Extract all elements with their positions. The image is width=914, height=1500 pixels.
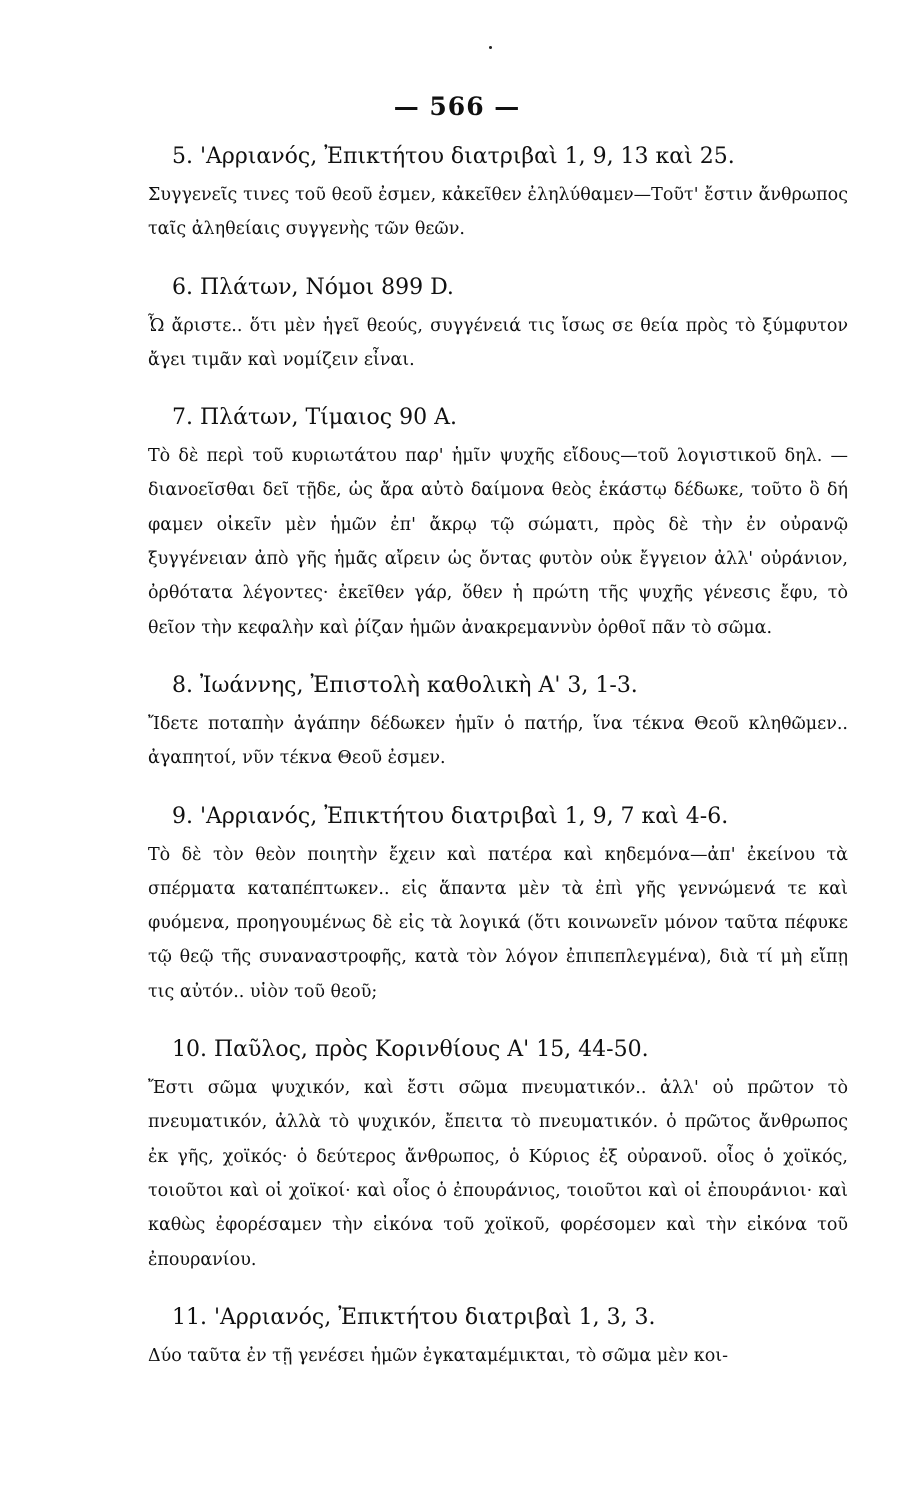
- section-text: Ἴδετε ποταπὴν ἀγάπην δέδωκεν ἡμῖν ὁ πατήρ, ἵνα τέκνα Θεοῦ κληθῶμεν.. ἀγαπητοί, νῦν τέκνα Θεοῦ ἐσμεν.: [148, 713, 848, 769]
- section-heading: 10. Παῦλος, πρὸς Κορινθίους Α' 15, 44-50.: [172, 1037, 649, 1063]
- section-heading: 7. Πλάτων, Τίμαιος 90 A.: [172, 405, 457, 431]
- section-text: Ἔστι σῶμα ψυχικόν, καὶ ἔστι σῶμα πνευματικόν.. ἀλλ' οὐ πρῶτον τὸ πνευματικόν, ἀλλὰ τὸ ψυχικόν, ἔπειτα τὸ πνευματικόν. ὁ πρῶτος ἄνθρωπος ἐκ γῆς, χοϊκός· ὁ δεύτερος ἄνθρωπος, ὁ Κύριος ἐξ οὐρανοῦ. οἷος ὁ χοϊκός, τοιοῦτοι καὶ οἱ χοϊκοί· καὶ οἷος ὁ ἐπουράνιος, τοιοῦτοι καὶ οἱ ἐπουράνιοι· καὶ καθὼς ἐφορέσαμεν τὴν εἰκόνα τοῦ χοϊκοῦ, φορέσομεν καὶ τὴν εἰκόνα τοῦ ἐπουρανίου.: [148, 1078, 848, 1270]
- page-body: [148, 140, 848, 1397]
- section-heading: 5. 'Αρριανός, Ἐπικτήτου διατριβαὶ 1, 9, 13 καὶ 25.: [172, 144, 735, 169]
- ink-speck: [489, 46, 492, 49]
- section-11: [148, 1301, 848, 1373]
- section-heading: 6. Πλάτων, Νόμοι 899 D.: [172, 274, 454, 300]
- section-heading: 8. Ἰωάννης, Ἐπιστολὴ καθολικὴ Α' 3, 1-3.: [172, 672, 638, 698]
- page-number: — 566 —: [393, 92, 521, 121]
- section-10: [148, 1033, 848, 1277]
- section-text: Ὦ ἄριστε.. ὅτι μὲν ἡγεῖ θεούς, συγγένειά τις ἴσως σε θεία πρὸς τὸ ξύμφυτον ἄγει τιμᾶν καὶ νομίζειν εἶναι.: [148, 315, 848, 370]
- section-7: [148, 401, 848, 645]
- section-9: [148, 800, 848, 1009]
- section-text: Τὸ δὲ τὸν θεὸν ποιητὴν ἔχειν καὶ πατέρα καὶ κηδεμόνα—ἀπ' ἐκείνου τὰ σπέρματα καταπέπτωκεν.. εἰς ἅπαντα μὲν τὰ ἐπὶ γῆς γεννώμενά τε καὶ φυόμενα, προηγουμένως δὲ εἰς τὰ λογικά (ὅτι κοινωνεῖν μόνον ταῦτα πέφυκε τῷ θεῷ τῆς συναναστροφῆς, κατὰ τὸν λόγον ἐπιπεπλεγμένα), διὰ τί μὴ εἴπῃ τις αὐτόν.. υἱὸν τοῦ θεοῦ;: [148, 844, 848, 1002]
- section-heading: 9. 'Αρριανός, Ἐπικτήτου διατριβαὶ 1, 9, 7 καὶ 4-6.: [172, 803, 729, 829]
- section-heading: 11. 'Αρριανός, Ἐπικτήτου διατριβαὶ 1, 3, 3.: [172, 1304, 656, 1330]
- section-5: [148, 140, 848, 247]
- section-6: [148, 271, 848, 378]
- section-8: [148, 669, 848, 776]
- section-text: Δύο ταῦτα ἐν τῇ γενέσει ἡμῶν ἐγκαταμέμικται, τὸ σῶμα μὲν κοι-: [148, 1345, 729, 1366]
- section-text: Τὸ δὲ περὶ τοῦ κυριωτάτου παρ' ἡμῖν ψυχῆς εἴδους—τοῦ λογιστικοῦ δηλ. — διανοεῖσθαι δεῖ τῇδε, ὡς ἄρα αὐτὸ δαίμονα θεὸς ἑκάστῳ δέδωκε, τοῦτο ὃ δή φαμεν οἰκεῖν μὲν ἡμῶν ἐπ' ἄκρῳ τῷ σώματι, πρὸς δὲ τὴν ἐν οὐρανῷ ξυγγένειαν ἀπὸ γῆς ἡμᾶς αἴρειν ὡς ὄντας φυτὸν οὐκ ἔγγειον ἀλλ' οὐράνιον, ὀρθότατα λέγοντες· ἐκεῖθεν γάρ, ὅθεν ἡ πρώτη τῆς ψυχῆς γένεσις ἔφυ, τὸ θεῖον τὴν κεφαλὴν καὶ ῥίζαν ἡμῶν ἀνακρεμαννὺν ὀρθοῖ πᾶν τὸ σῶμα.: [148, 446, 848, 638]
- section-text: Συγγενεῖς τινες τοῦ θεοῦ ἐσμεν, κἀκεῖθεν ἐληλύθαμεν—Τοῦτ' ἔστιν ἄνθρωπος ταῖς ἀληθείαις συγγενὴς τῶν θεῶν.: [148, 185, 848, 240]
